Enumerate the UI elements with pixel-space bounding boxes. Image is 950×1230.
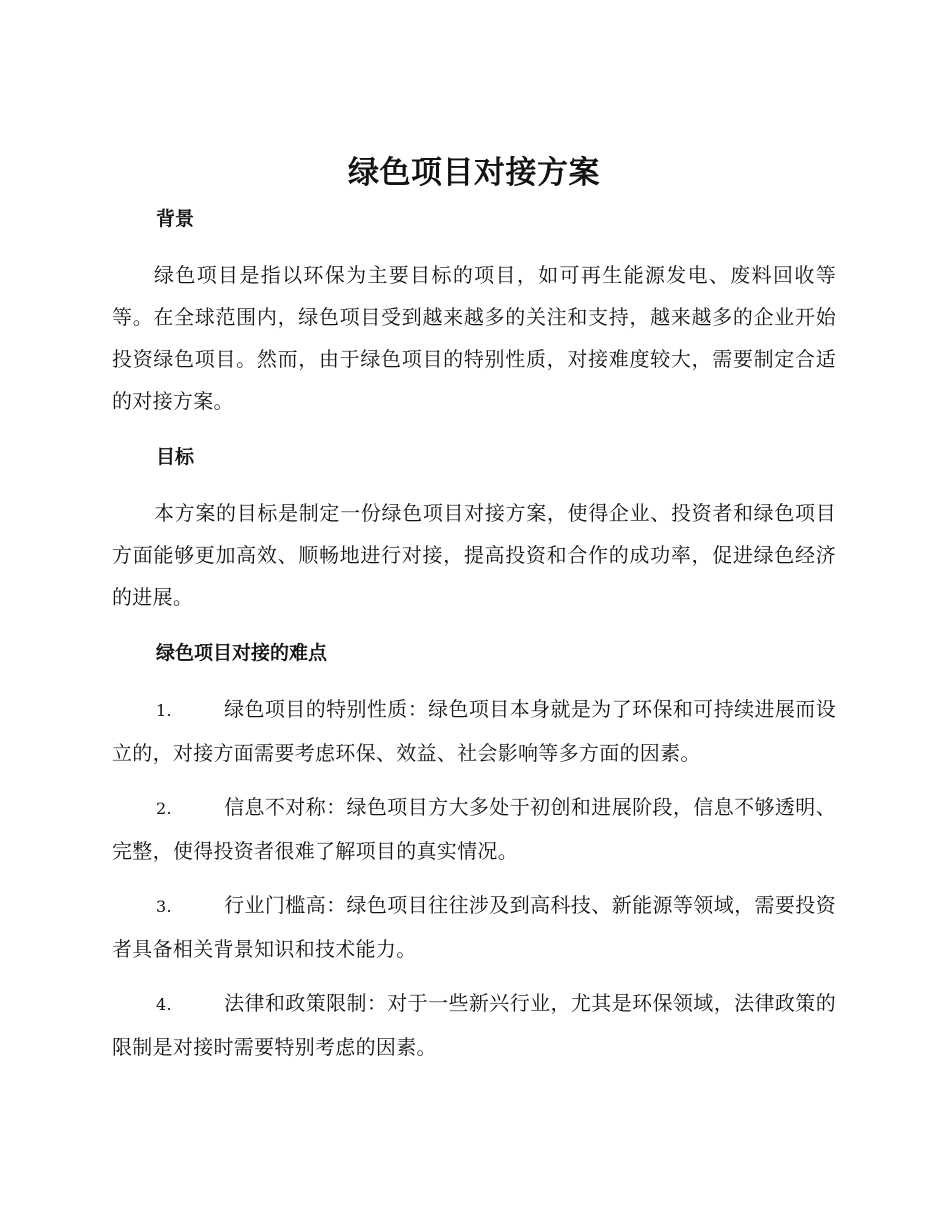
list-item-text: 绿色项目的特别性质：绿色项目本身就是为了环保和可持续进展而设立的，对接方面需要考虑环保、效益、社会影响等多方面的因素。	[112, 697, 836, 765]
document-page	[112, 148, 836, 1068]
list-item-text: 信息不对称：绿色项目方大多处于初创和进展阶段，信息不够透明、完整，使得投资者很难了解项目的真实情况。	[112, 795, 836, 863]
document-title: 绿色项目对接方案	[348, 155, 600, 191]
section-paragraph-background: 绿色项目是指以环保为主要目标的项目，如可再生能源发电、废料回收等等。在全球范围内，绿色项目受到越来越多的关注和支持，越来越多的企业开始投资绿色项目。然而，由于绿色项目的特别性质，对接难度较大，需要制定合适的对接方案。	[112, 263, 836, 413]
section-heading-background: 背景	[156, 208, 195, 230]
list-item-text: 行业门槛高：绿色项目往往涉及到高科技、新能源等领域，需要投资者具备相关背景知识和技术能力。	[112, 893, 836, 961]
list-item	[112, 884, 836, 970]
list-item	[112, 786, 836, 872]
list-item-number: 3.	[156, 897, 172, 916]
section-heading-difficulties: 绿色项目对接的难点	[156, 642, 328, 664]
section-heading-goal: 目标	[156, 446, 195, 468]
list-item	[112, 982, 836, 1068]
list-item-text: 法律和政策限制：对于一些新兴行业，尤其是环保领域，法律政策的限制是对接时需要特别考虑的因素。	[112, 991, 836, 1059]
list-item-number: 2.	[156, 799, 172, 818]
list-item	[112, 688, 836, 774]
section-paragraph-goal: 本方案的目标是制定一份绿色项目对接方案，使得企业、投资者和绿色项目方面能够更加高效、顺畅地进行对接，提高投资和合作的成功率，促进绿色经济的进展。	[112, 501, 836, 609]
list-item-number: 1.	[156, 701, 172, 720]
list-item-number: 4.	[156, 995, 172, 1014]
